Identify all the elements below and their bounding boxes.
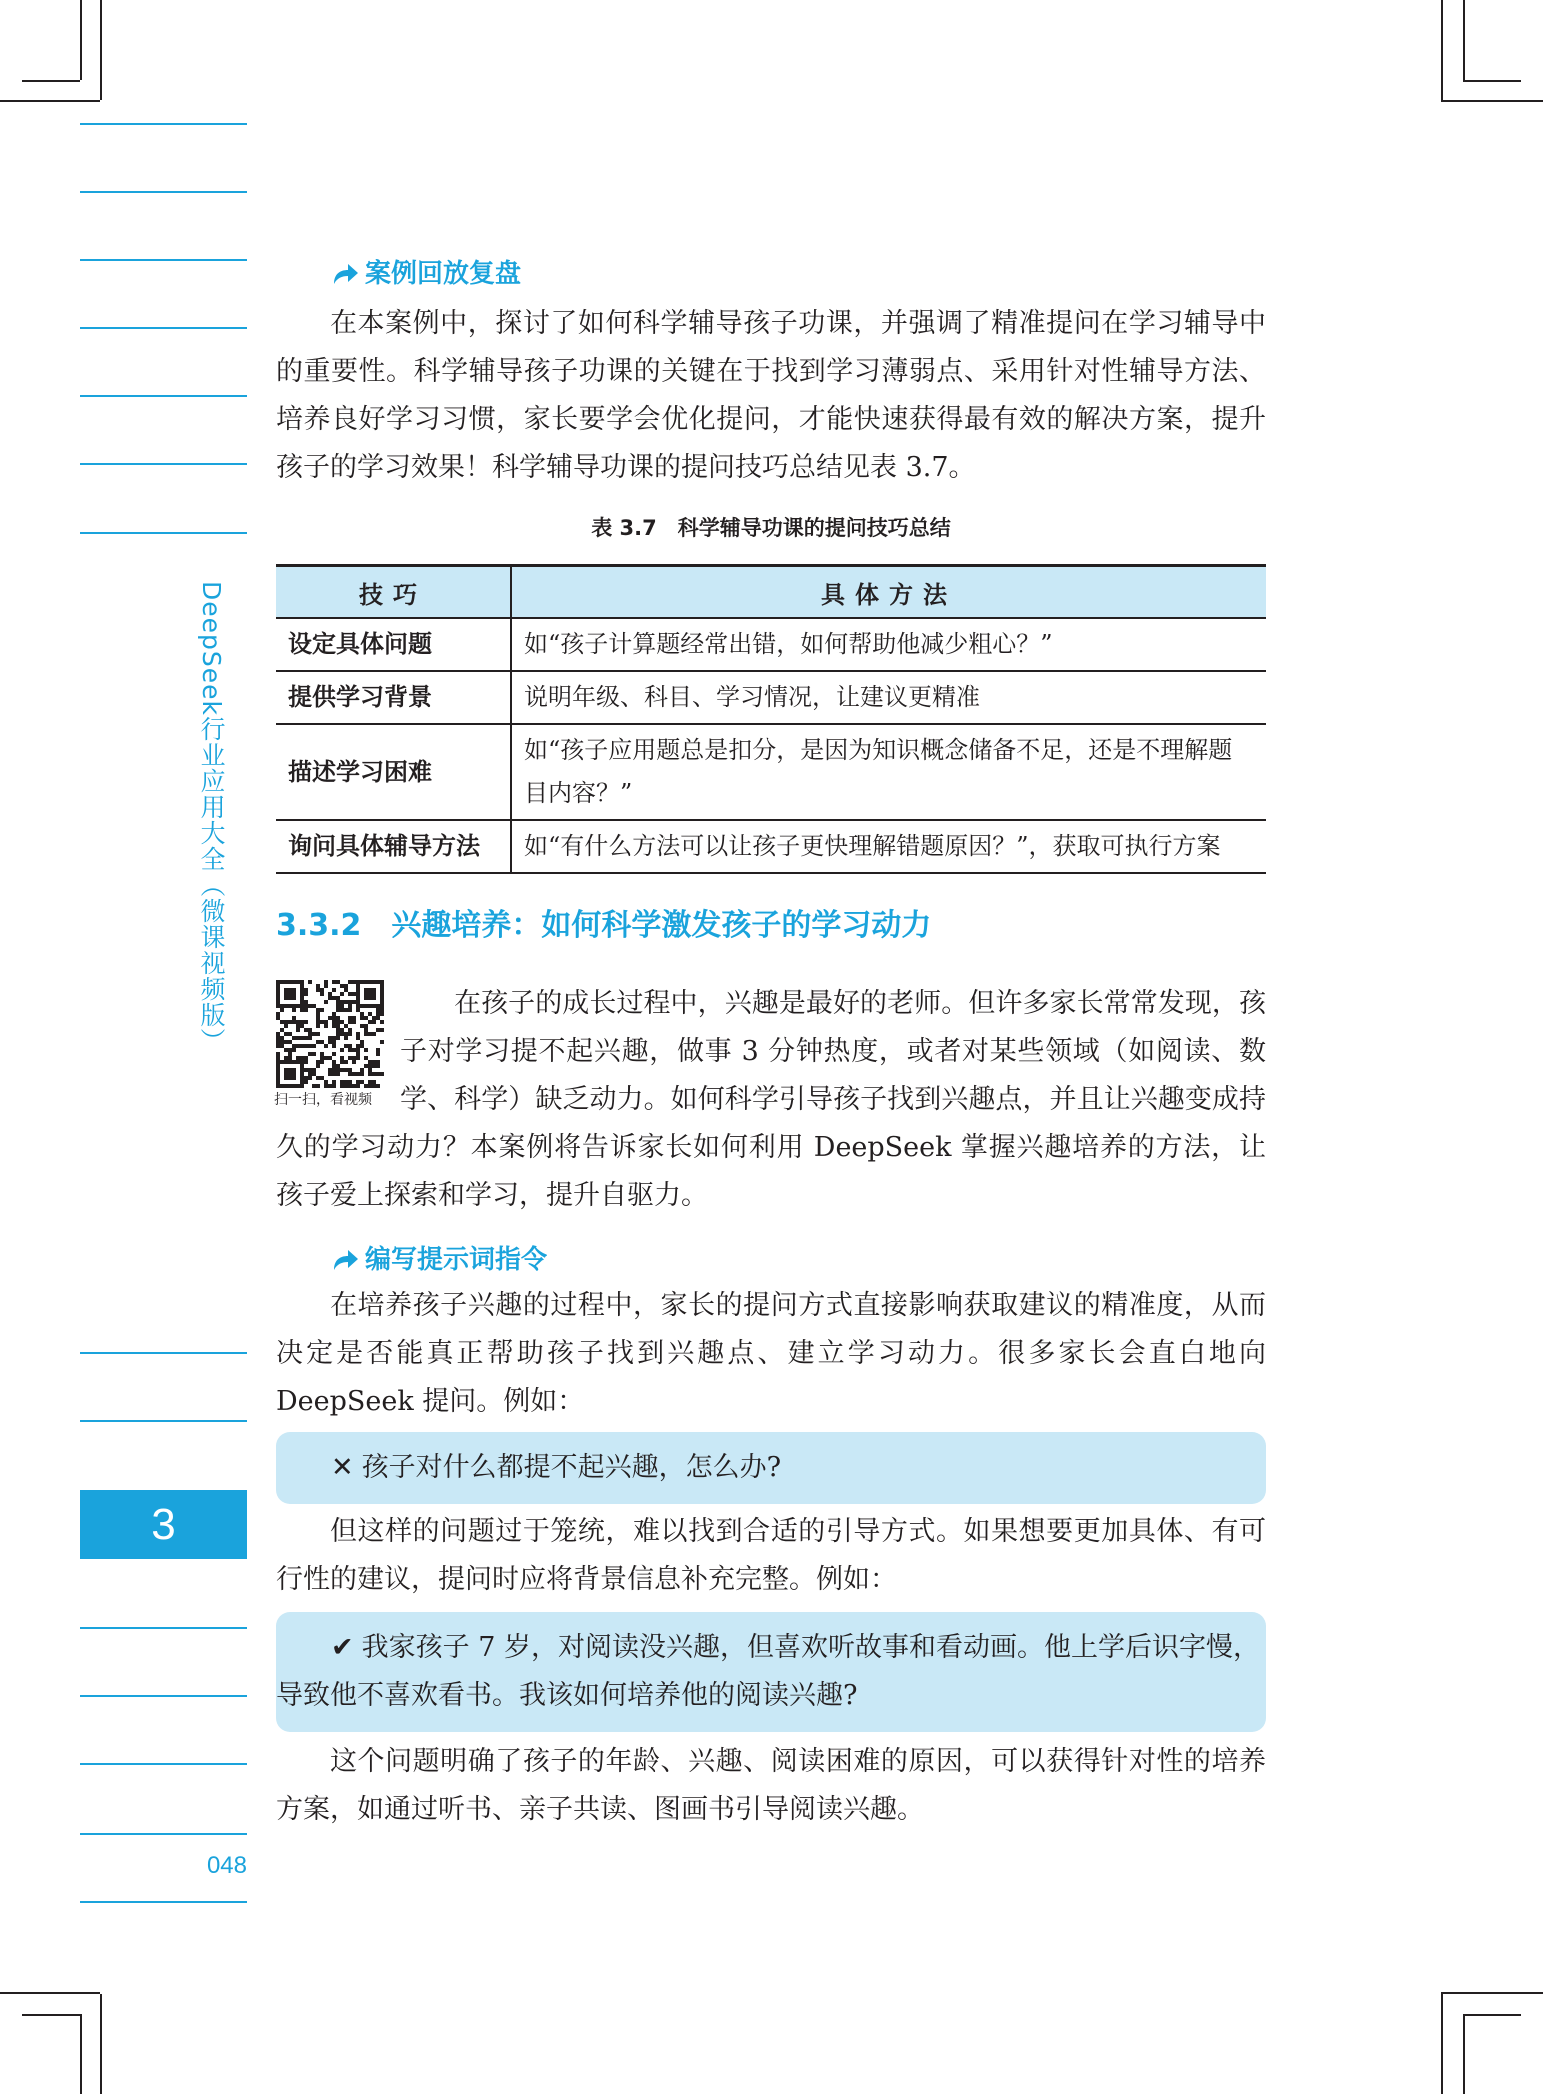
qr-code[interactable] xyxy=(276,980,384,1088)
crop-mark xyxy=(100,0,102,100)
table-cell: 提供学习背景 xyxy=(276,671,511,724)
check-icon: ✔ xyxy=(331,1632,354,1663)
tips-table xyxy=(276,564,1266,874)
good-example-text: 我家孩子 7 岁，对阅读没兴趣，但喜欢听故事和看动画。他上学后识字慢，导致他不喜欢看书。我该如何培养他的阅读兴趣? xyxy=(276,1632,1260,1711)
paragraph: 在本案例中，探讨了如何科学辅导孩子功课，并强调了精准提问在学习辅导中的重要性。科学辅导孩子功课的关键在于找到学习薄弱点、采用针对性辅导方法、培养良好学习习惯，家长要学会优化提问，才能快速获得最有效的解决方案，提升孩子的学习效果！科学辅导功课的提问技巧总结见表 3.7。 xyxy=(276,308,1266,483)
paragraph: 但这样的问题过于笼统，难以找到合适的引导方式。如果想要更加具体、有可行性的建议，提问时应将背景信息补充完整。例如： xyxy=(276,1516,1266,1595)
column-header: 技巧 xyxy=(276,566,511,619)
crop-mark xyxy=(1441,1994,1443,2094)
crop-mark xyxy=(1463,0,1465,80)
paragraph: 在培养孩子兴趣的过程中，家长的提问方式直接影响获取建议的精准度，从而决定是否能真正帮助孩子找到兴趣点、建立学习动力。很多家长会直白地向 DeepSeek 提问。例如： xyxy=(276,1290,1266,1417)
crop-mark xyxy=(1463,80,1521,82)
table-row xyxy=(276,618,1266,671)
margin-rule xyxy=(80,191,247,193)
tips-table-block xyxy=(276,512,1266,874)
margin-rule xyxy=(80,395,247,397)
table-header-row xyxy=(276,566,1266,619)
crop-mark xyxy=(0,1992,100,1994)
prompt-section xyxy=(276,1240,1266,1834)
table-cell: 如“孩子计算题经常出错，如何帮助他减少粗心？” xyxy=(511,618,1266,671)
crop-mark xyxy=(1441,1992,1543,1994)
crop-mark xyxy=(1463,2014,1465,2094)
table-caption: 表 3.7 科学辅导功课的提问技巧总结 xyxy=(591,516,951,540)
crop-mark xyxy=(80,0,82,80)
crop-mark xyxy=(1463,2014,1521,2016)
subheading xyxy=(276,254,1266,294)
arrow-turn-icon xyxy=(331,1248,359,1272)
margin-rule xyxy=(80,532,247,534)
margin-rule xyxy=(80,123,247,125)
subheading xyxy=(276,1240,1266,1280)
table-row xyxy=(276,671,1266,724)
section-title: 3.3.2 兴趣培养：如何科学激发孩子的学习动力 xyxy=(276,908,932,943)
review-section xyxy=(276,254,1266,492)
crop-mark xyxy=(22,2014,80,2016)
margin-rule xyxy=(80,1420,247,1422)
page-number: 048 xyxy=(206,1852,247,1879)
crop-mark xyxy=(80,2014,82,2094)
table-cell: 如“有什么方法可以让孩子更快理解错题原因？”，获取可执行方案 xyxy=(511,820,1266,873)
table-row xyxy=(276,724,1266,820)
section-3-3-2 xyxy=(276,900,1266,1220)
table-cell: 说明年级、科目、学习情况，让建议更精准 xyxy=(511,671,1266,724)
margin-rule xyxy=(80,1901,247,1903)
margin-rule xyxy=(80,1695,247,1697)
qr-code-block[interactable] xyxy=(276,980,388,1108)
table-cell: 如“孩子应用题总是扣分，是因为知识概念储备不足，还是不理解题目内容？” xyxy=(511,724,1266,820)
subheading-text: 案例回放复盘 xyxy=(365,259,522,289)
crop-mark xyxy=(1441,0,1443,100)
margin-rule xyxy=(80,1352,247,1354)
bad-example-box xyxy=(276,1432,1266,1504)
paragraph: 这个问题明确了孩子的年龄、兴趣、阅读困难的原因，可以获得针对性的培养方案，如通过听书、亲子共读、图画书引导阅读兴趣。 xyxy=(276,1746,1266,1825)
cross-icon: ✕ xyxy=(331,1452,354,1483)
margin-rule xyxy=(80,463,247,465)
crop-mark xyxy=(22,80,80,82)
book-title: DeepSeek行业应用大全（微课视频版） xyxy=(197,581,226,1054)
margin-rule xyxy=(80,1833,247,1835)
margin-rule xyxy=(80,259,247,261)
column-header: 具体方法 xyxy=(511,566,1266,619)
crop-mark xyxy=(0,100,100,102)
crop-mark xyxy=(100,1994,102,2094)
table-cell: 询问具体辅导方法 xyxy=(276,820,511,873)
crop-mark xyxy=(1441,100,1543,102)
qr-caption: 扫一扫，看视频 xyxy=(274,1092,372,1108)
subheading-text: 编写提示词指令 xyxy=(365,1245,548,1275)
margin-rule xyxy=(80,1627,247,1629)
chapter-tab: 3 xyxy=(80,1490,247,1559)
good-example-box xyxy=(276,1612,1266,1732)
margin-rule xyxy=(80,327,247,329)
table-cell: 描述学习困难 xyxy=(276,724,511,820)
margin-rule xyxy=(80,1763,247,1765)
paragraph: 在孩子的成长过程中，兴趣是最好的老师。但许多家长常常发现，孩子对学习提不起兴趣，做事 3 分钟热度，或者对某些领域（如阅读、数学、科学）缺乏动力。如何科学引导孩子找到兴趣点，并且让兴趣变成持久的学习动力？本案例将告诉家长如何利用 DeepSeek 掌握兴趣培养的方法，让孩子爱上探索和学习，提升自驱力。 xyxy=(276,988,1266,1211)
bad-example-text: 孩子对什么都提不起兴趣，怎么办? xyxy=(361,1452,782,1483)
table-row xyxy=(276,820,1266,873)
table-cell: 设定具体问题 xyxy=(276,618,511,671)
arrow-turn-icon xyxy=(331,262,359,286)
